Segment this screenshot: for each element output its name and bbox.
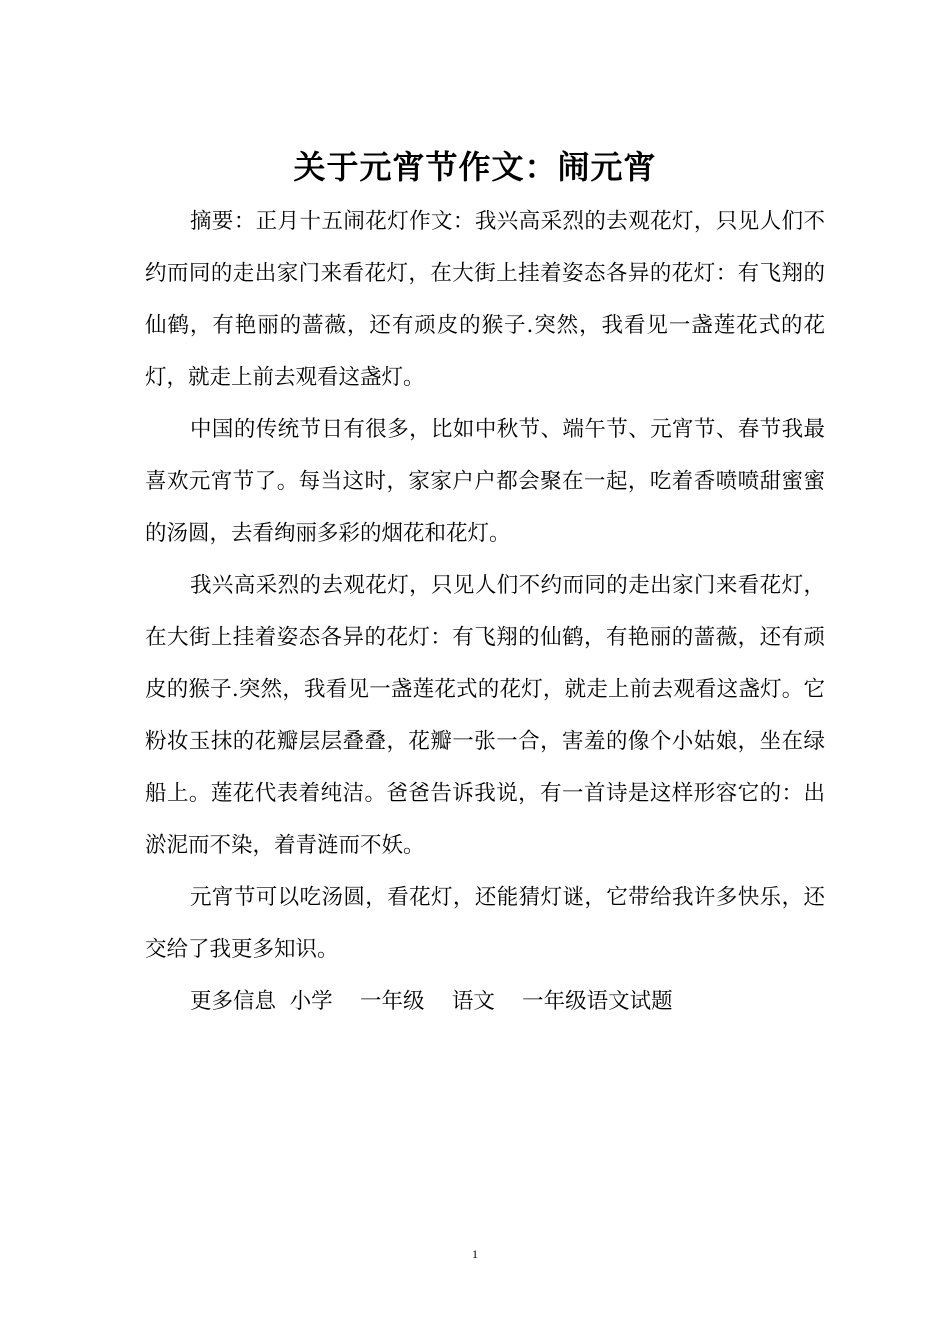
page-number: 1 [472,1247,478,1261]
paragraph-lanterns: 我兴高采烈的去观花灯，只见人们不约而同的走出家门来看花灯，在大街上挂着姿态各异的花灯：有飞翔的仙鹤，有艳丽的蔷薇，还有顽皮的猴子.突然，我看见一盏莲花式的花灯，就走上前去观看这盏灯。它粉妆玉抹的花瓣层层叠叠，花瓣一张一合，害羞的像个小姑娘，坐在绿船上。莲花代表着纯洁。爸爸告诉我说，有一首诗是这样形容它的：出淤泥而不染，着青涟而不妖。 [145,573,825,858]
document-title: 关于元宵节作文：闹元宵 [293,148,657,187]
document-body [145,196,825,1028]
paragraph-conclusion: 元宵节可以吃汤圆，看花灯，还能猜灯谜，它带给我许多快乐，还交给了我更多知识。 [145,885,825,962]
more-info-line: 更多信息 小学 一年级 语文 一年级语文试题 [190,989,673,1014]
paragraph-festivals: 中国的传统节日有很多，比如中秋节、端午节、元宵节、春节我最喜欢元宵节了。每当这时，家家户户都会聚在一起，吃着香喷喷甜蜜蜜的汤圆，去看绚丽多彩的烟花和花灯。 [145,417,825,546]
paragraph-abstract: 摘要：正月十五闹花灯作文：我兴高采烈的去观花灯，只见人们不约而同的走出家门来看花灯，在大街上挂着姿态各异的花灯：有飞翔的仙鹤，有艳丽的蔷薇，还有顽皮的猴子.突然，我看见一盏莲花式的花灯，就走上前去观看这盏灯。 [145,209,825,390]
